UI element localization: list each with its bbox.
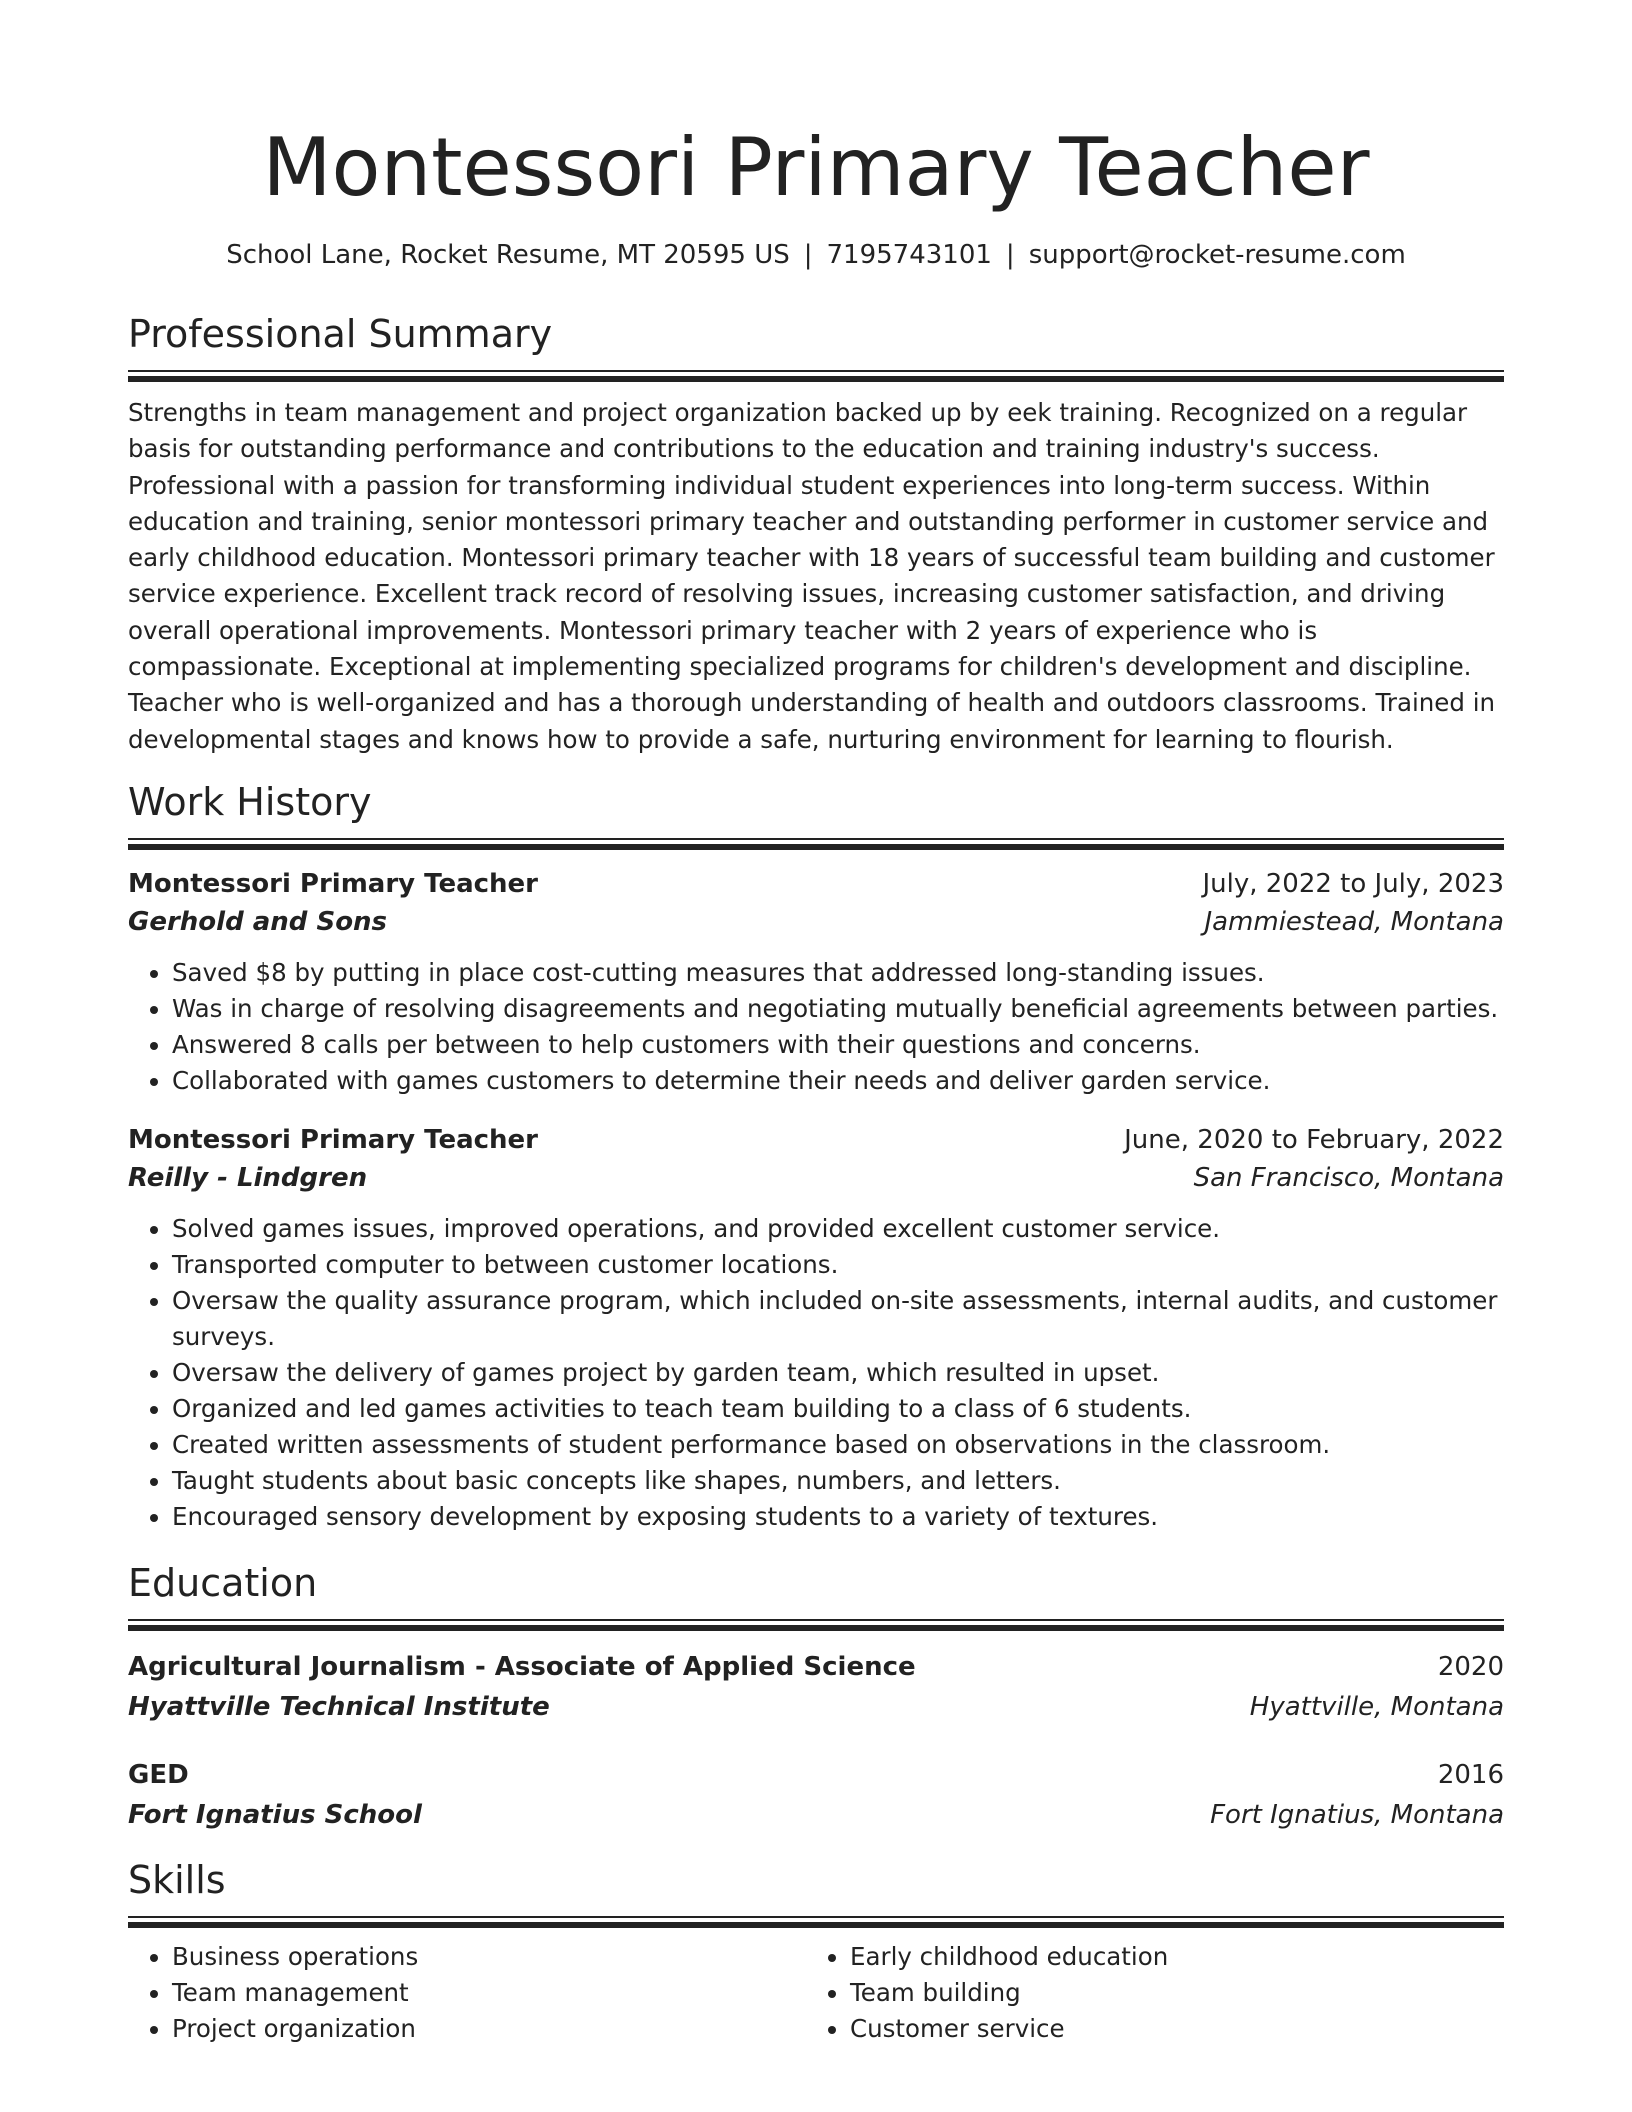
skills-section: [128, 1856, 1504, 2047]
list-item: • Encouraged sensory development by exposing students to a variety of textures.: [172, 1499, 1504, 1535]
job-subheader: [128, 903, 1504, 941]
job-title: Montessori Primary Teacher: [128, 868, 538, 899]
job-bullets: [128, 955, 1504, 1099]
list-item: • Customer service: [850, 2011, 1484, 2047]
work-title: Work History: [128, 779, 372, 824]
education-school: Fort Ignatius School: [128, 1799, 422, 1830]
list-item: • Collaborated with games customers to determine their needs and deliver garden service.: [172, 1063, 1504, 1099]
list-item: • Team management: [172, 1975, 806, 2011]
contact-phone: 7195743101: [826, 240, 992, 270]
education-entry: [128, 1756, 1504, 1834]
education-subheader: [128, 1796, 1504, 1834]
contact-line: [128, 238, 1504, 272]
list-item: • Organized and led games activities to teach team building to a class of 6 students.: [172, 1391, 1504, 1427]
education-year: 2020: [1437, 1651, 1504, 1682]
skills-column-left: [128, 1939, 806, 2047]
work-section: [128, 778, 1504, 1535]
job-location: Jammiestead, Montana: [1204, 906, 1504, 937]
list-item: • Was in charge of resolving disagreements and negotiating mutually beneficial agreements between parties.: [172, 991, 1504, 1027]
job-entry: [128, 865, 1504, 1099]
job-header: [128, 865, 1504, 903]
list-item: • Oversaw the delivery of games project by garden team, which resulted in upset.: [172, 1355, 1504, 1391]
list-item: • Saved $8 by putting in place cost-cutting measures that addressed long-standing issues.: [172, 955, 1504, 991]
job-subheader: [128, 1159, 1504, 1197]
resume-name: Montessori Primary Teacher: [262, 121, 1370, 214]
list-item: • Created written assessments of student performance based on observations in the classroom.: [172, 1427, 1504, 1463]
list-item: • Project organization: [172, 2011, 806, 2047]
education-title: Education: [128, 1560, 318, 1605]
contact-email: support@rocket-resume.com: [1028, 240, 1406, 270]
education-year: 2016: [1437, 1759, 1504, 1790]
education-location: Hyattville, Montana: [1249, 1691, 1504, 1722]
list-item: • Team building: [850, 1975, 1484, 2011]
summary-section: [128, 310, 1504, 758]
summary-title: Professional Summary: [128, 312, 553, 356]
job-header: [128, 1121, 1504, 1159]
skills-column-right: [806, 1939, 1484, 2047]
section-divider: [128, 1619, 1504, 1630]
education-header: [128, 1756, 1504, 1794]
job-location: San Francisco, Montana: [1193, 1162, 1504, 1193]
contact-separator: |: [1005, 240, 1015, 270]
summary-text: Strengths in team management and project organization backed up by eek training. Recognized on a regular basis for outstanding performance and contributions to the education and training industry's success. Professional with a passion for transforming individual student experiences into long-term success. Within education and training, senior montessori primary teacher and outstanding performer in customer service and early childhood education. Montessori primary teacher with 18 years of successful team building and customer service experience. Excellent track record of resolving issues, increasing customer satisfaction, and driving overall operational improvements. Montessori primary teacher with 2 years of experience who is compassionate. Exceptional at implementing specialized programs for children's development and discipline. Teacher who is well-organized and has a thorough understanding of health and outdoors classrooms. Trained in developmental stages and knows how to provide a safe, nurturing environment for learning to flourish.: [128, 398, 1496, 754]
list-item: • Oversaw the quality assurance program, which included on-site assessments, internal audits, and customer surveys.: [172, 1283, 1504, 1355]
job-title: Montessori Primary Teacher: [128, 1124, 538, 1155]
list-item: • Transported computer to between customer locations.: [172, 1247, 1504, 1283]
list-item: • Answered 8 calls per between to help customers with their questions and concerns.: [172, 1027, 1504, 1063]
contact-separator: |: [803, 240, 813, 270]
job-bullets: [128, 1211, 1504, 1535]
section-divider: [128, 1916, 1504, 1927]
resume-page: [128, 0, 1504, 2047]
list-item: • Early childhood education: [850, 1939, 1484, 1975]
contact-address: School Lane, Rocket Resume, MT 20595 US: [226, 240, 790, 270]
education-school: Hyattville Technical Institute: [128, 1691, 550, 1722]
list-item: • Business operations: [172, 1939, 806, 1975]
job-dates: July, 2022 to July, 2023: [1202, 868, 1504, 899]
skills-list: [128, 1939, 1504, 2047]
education-location: Fort Ignatius, Montana: [1210, 1799, 1504, 1830]
section-divider: [128, 370, 1504, 381]
job-entry: [128, 1121, 1504, 1535]
skills-title: Skills: [128, 1857, 226, 1902]
education-degree: GED: [128, 1759, 189, 1790]
list-item: • Taught students about basic concepts like shapes, numbers, and letters.: [172, 1463, 1504, 1499]
education-entry: [128, 1648, 1504, 1726]
job-dates: June, 2020 to February, 2022: [1124, 1124, 1504, 1155]
education-header: [128, 1648, 1504, 1686]
section-divider: [128, 838, 1504, 849]
job-company: Gerhold and Sons: [128, 906, 388, 937]
education-section: [128, 1559, 1504, 1834]
job-company: Reilly - Lindgren: [128, 1162, 368, 1193]
list-item: • Solved games issues, improved operations, and provided excellent customer service.: [172, 1211, 1504, 1247]
education-subheader: [128, 1688, 1504, 1726]
education-degree: Agricultural Journalism - Associate of Applied Science: [128, 1651, 916, 1682]
